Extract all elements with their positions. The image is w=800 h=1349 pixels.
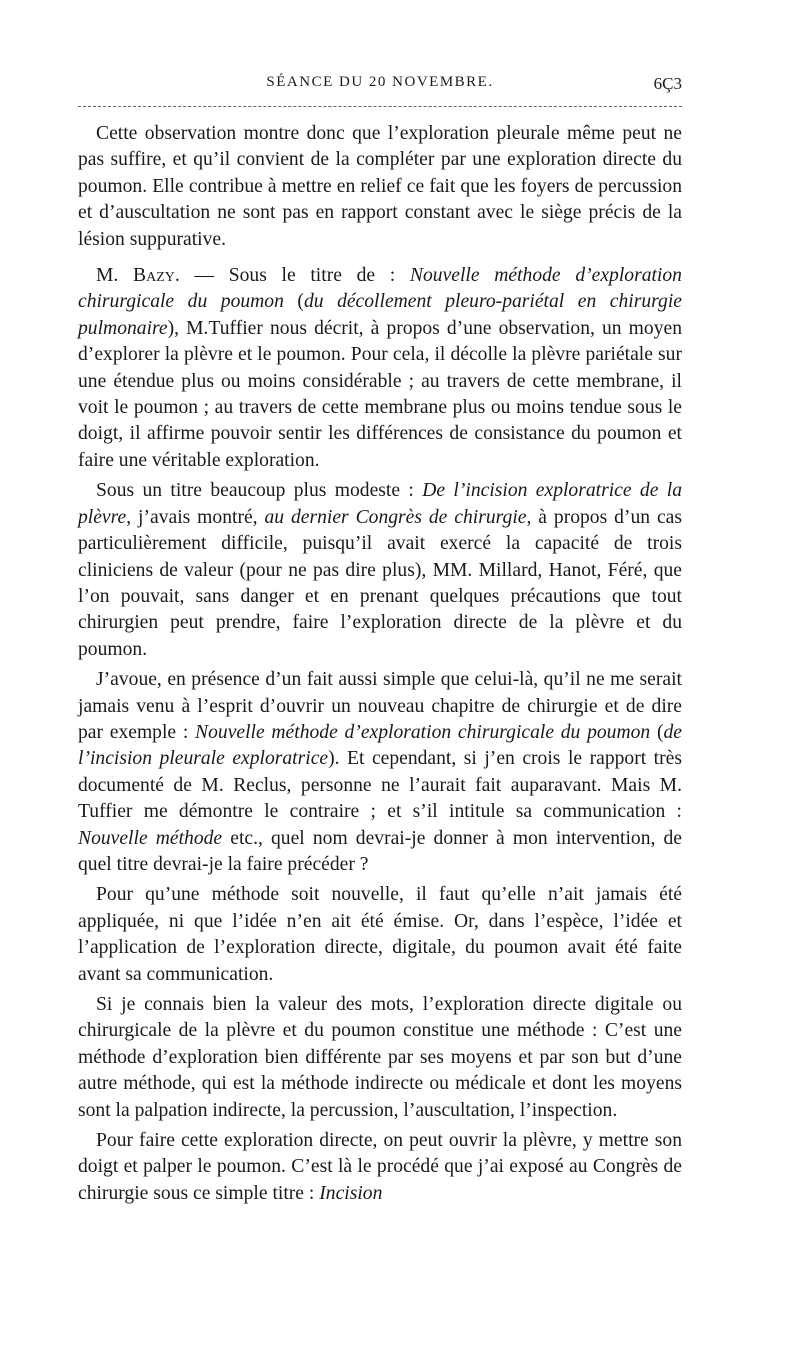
paragraph-3 [78, 478, 682, 663]
italic-title: Nouvelle méthode d’exploration chirurgicale du poumon [78, 265, 682, 313]
text-run: , à propos d’un cas particulièrement difficile, puisqu’il avait exercé la capacité de trois cliniciens de valeur (pour ne pas dire plus), MM. Millard, Hanot, Féré, que l’on pouvait, sans danger et en prenant quelques précautions que tout chirurgien peut prendre, faire l’exploration directe de la plèvre et du poumon. [78, 506, 682, 660]
running-title: SÉANCE DU 20 NOVEMBRE. [266, 74, 494, 90]
paragraph-7 [78, 1128, 682, 1207]
italic-title: Nouvelle méthode d’exploration chirurgicale du poumon [195, 721, 651, 743]
italic-title: De l’incision exploratrice de la plèvre [78, 480, 683, 528]
italic-title: Incision [319, 1182, 383, 1204]
speaker-name: Bazy [133, 265, 175, 287]
paragraph-5: Pour qu’une méthode soit nouvelle, il faut qu’elle n’ait jamais été appliquée, ni que l’idée n’en ait été émise. Or, dans l’espèce, l’idée et l’application de l’exploration directe, digitale, du poumon avait été faite avant sa communication. [78, 884, 682, 985]
page-header [78, 74, 682, 98]
italic-subtitle: du décollement pleuro-pariétal en chirurgie pulmonaire [78, 291, 682, 339]
text-run: , j’avais montré, [126, 506, 265, 528]
text-run: J’avoue, en présence d’un fait aussi simple que celui-là, qu’il ne me serait jamais venu à l’esprit d’ouvrir un nouveau chapitre de chirurgie et de dire par exemple : [78, 669, 682, 743]
text-run: Sous un titre beaucoup plus modeste : [96, 480, 423, 502]
page-number: 6Ç3 [653, 74, 682, 93]
italic-subtitle: de l’incision pleurale exploratrice [78, 721, 682, 770]
text-run: etc., quel nom devrai-je donner à mon intervention, de quel titre devrai-je la faire précéder ? [78, 827, 683, 875]
italic-reference: au dernier Congrès de chirurgie [264, 506, 527, 528]
text-run: . — Sous le titre de : [174, 265, 410, 287]
text-run: ), M.Tuffier nous décrit, à propos d’une observation, un moyen d’explorer la plèvre et le poumon. Pour cela, il décolle la plèvre pariétale sur une étendue plus ou moins considérable ; au travers de cette membrane, il voit le poumon ; au travers de cette membrane plus ou moins tendue sous le doigt, il affirme pouvoir sentir les différences de consistance du poumon et faire une véritable exploration. [78, 317, 682, 471]
text-body [78, 121, 682, 1207]
text-run: ( [283, 291, 304, 313]
speaker-initial: M. [96, 265, 134, 287]
paragraph-2 [78, 263, 682, 474]
text-run: ). Et cependant, si j’en crois le rapport très documenté de M. Reclus, personne ne l’aurait fait auparavant. Mais M. Tuffier me démontre le contraire ; et s’il intitule sa communication : [78, 748, 682, 823]
paragraph-4 [78, 667, 682, 878]
italic-title-short: Nouvelle méthode [78, 827, 223, 849]
paragraph-1: Cette observation montre donc que l’exploration pleurale même peut ne pas suffire, et qu’il convient de la compléter par une exploration directe du poumon. Elle contribue à mettre en relief ce fait que les foyers de percussion et d’auscultation ne sont pas en rapport constant avec le siège précis de la lésion suppurative. [78, 123, 682, 250]
text-run: ( [650, 721, 664, 743]
text-run: Pour faire cette exploration directe, on peut ouvrir la plèvre, y mettre son doigt et palper le poumon. C’est là le procédé que j’ai exposé au Congrès de chirurgie sous ce simple titre : [78, 1130, 682, 1204]
paragraph-6: Si je connais bien la valeur des mots, l’exploration directe digitale ou chirurgicale de la plèvre et du poumon constitue une méthode : C’est une méthode d’exploration bien différente par ses moyens et par son but d’une autre méthode, qui est la méthode indirecte ou médicale et dont les moyens sont la palpation indirecte, la percussion, l’auscultation, l’inspection. [78, 994, 682, 1121]
header-rule [78, 106, 682, 108]
